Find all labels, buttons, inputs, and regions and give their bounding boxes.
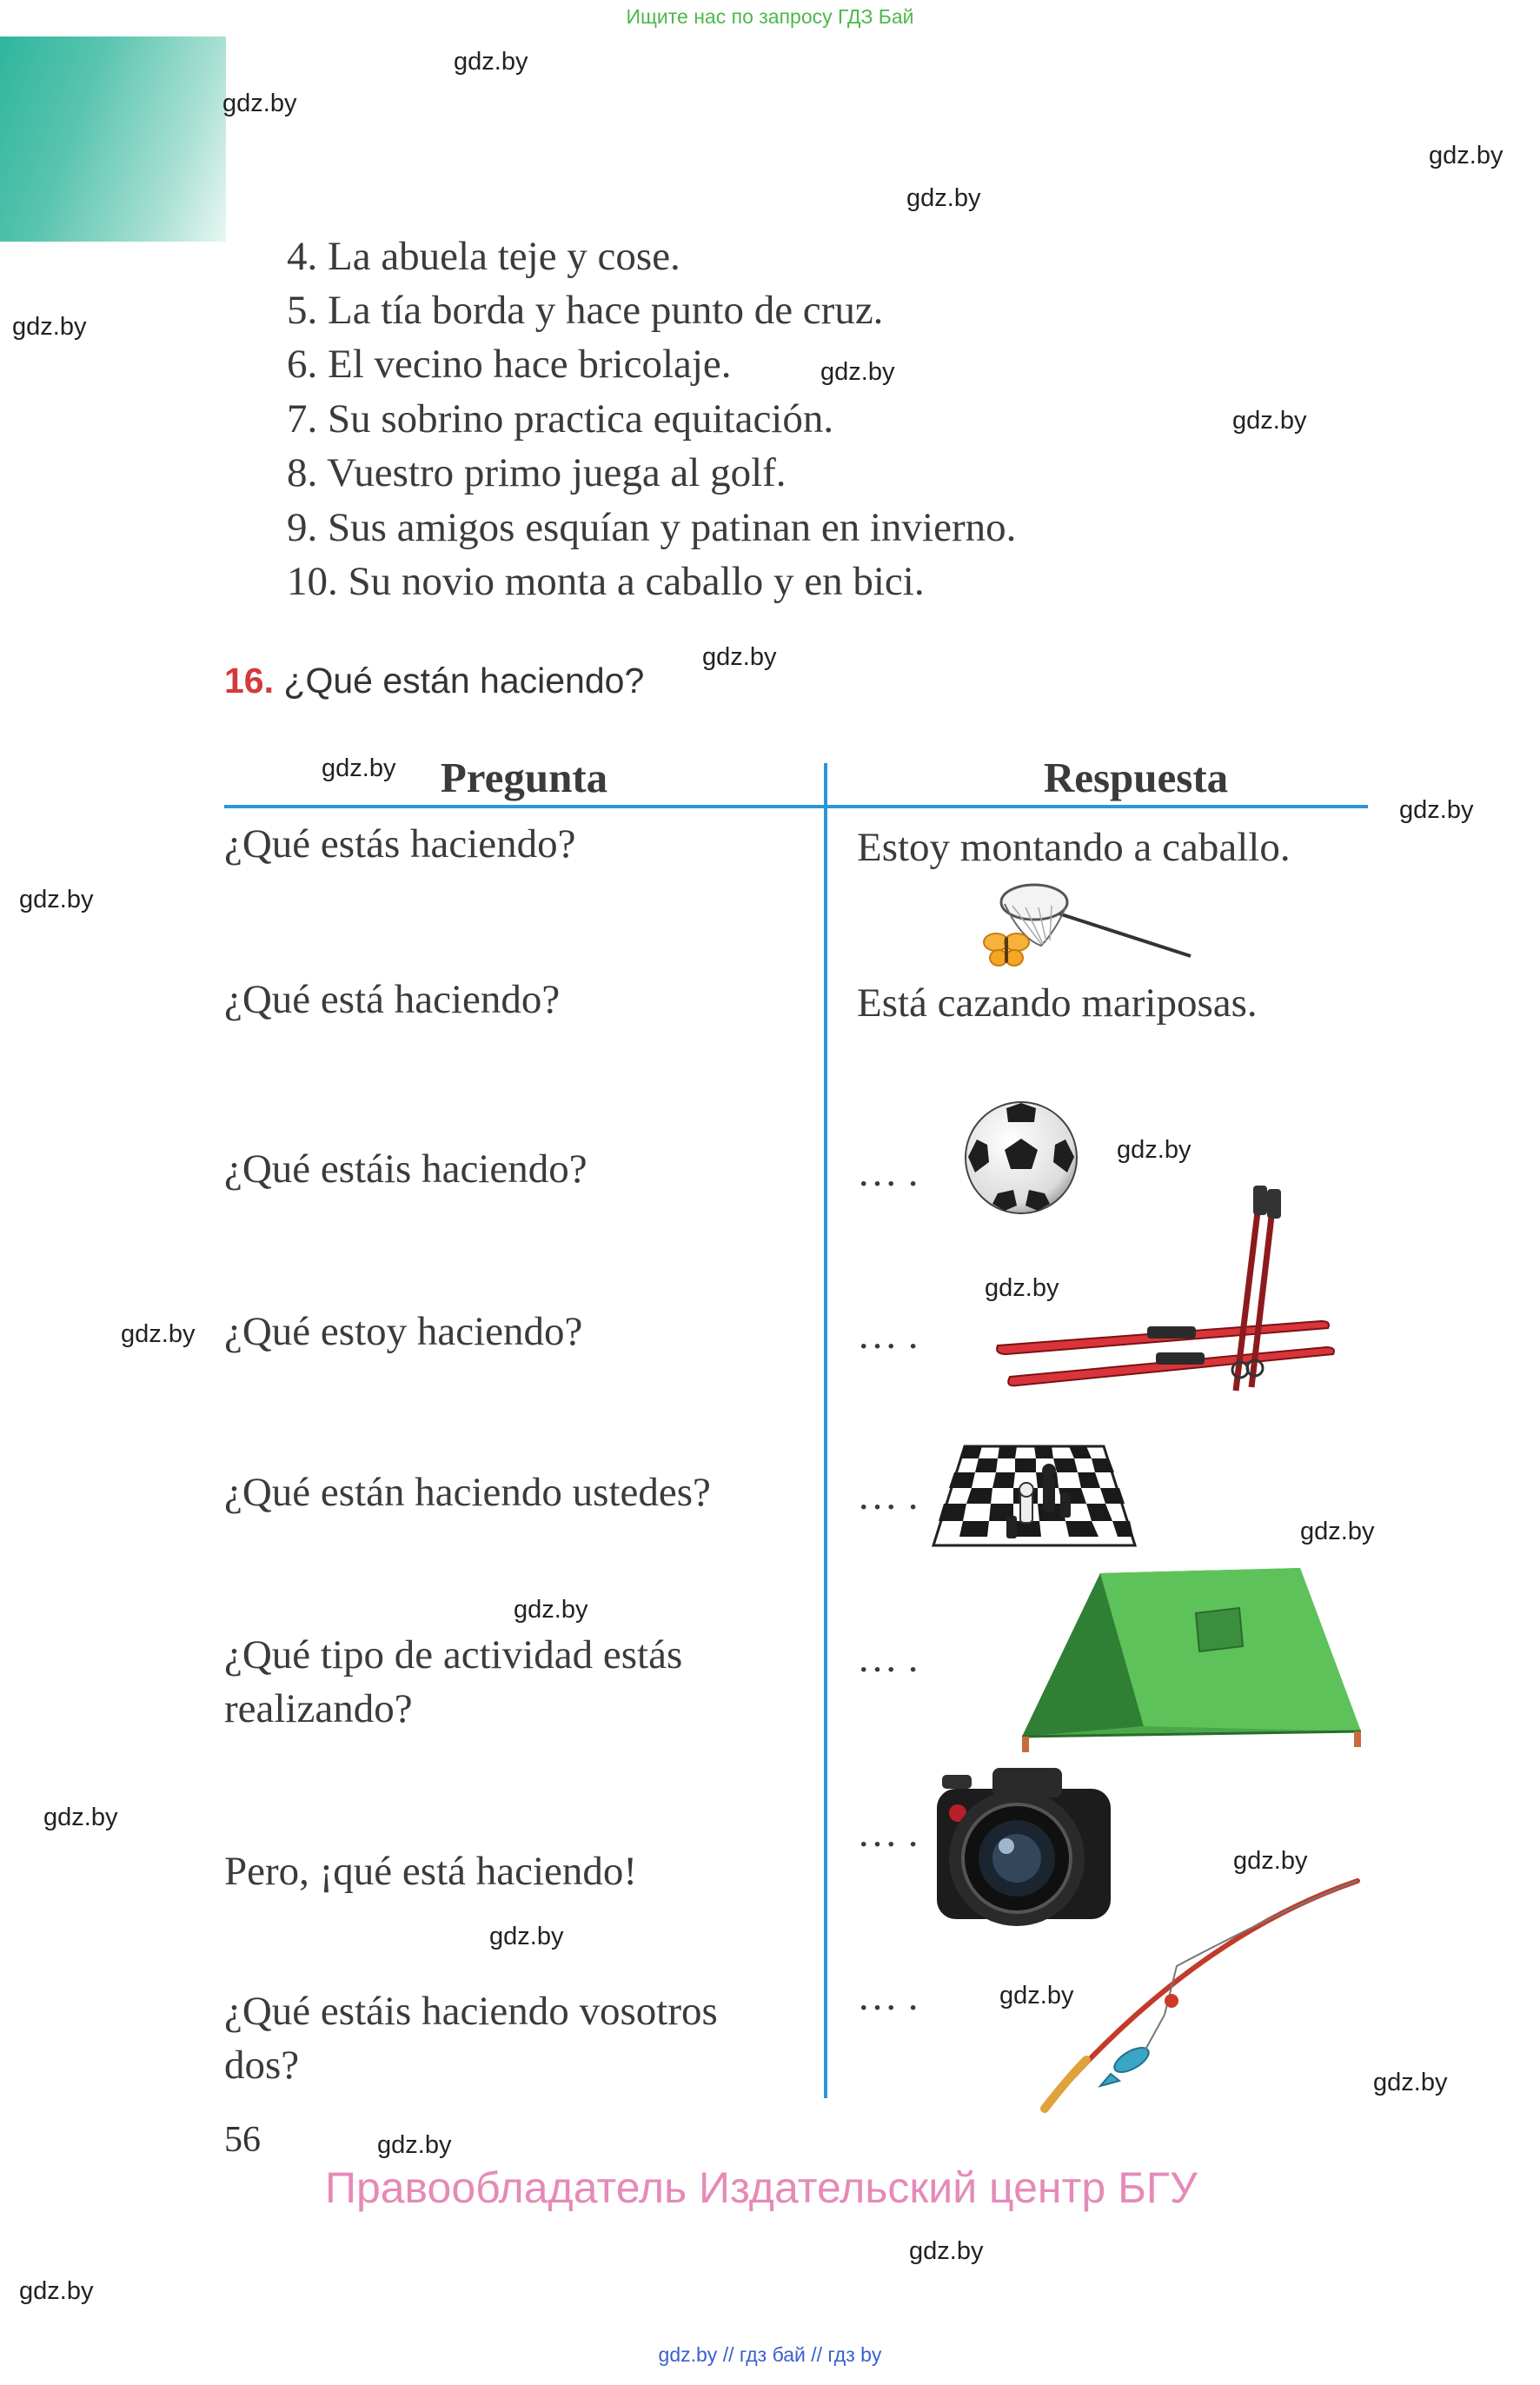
answer-1: Estoy montando a caballo. (857, 825, 1291, 870)
watermark: gdz.by (1232, 407, 1307, 435)
watermark: gdz.by (454, 48, 528, 76)
list-item: 5. La tía borda y hace punto de cruz. (287, 288, 884, 333)
column-divider (824, 763, 827, 2098)
fishing-rod-icon (1034, 1869, 1373, 2119)
watermark: gdz.by (514, 1596, 588, 1624)
header-rule (224, 805, 1368, 808)
answer-7: … . (857, 1810, 919, 1856)
butterfly-net-icon (973, 878, 1208, 991)
list-item: 7. Su sobrino practica equitación. (287, 396, 834, 442)
watermark: gdz.by (1373, 2069, 1448, 2096)
answer-3: … . (857, 1150, 919, 1195)
tent-icon (1013, 1565, 1375, 1757)
watermark: gdz.by (1117, 1136, 1192, 1164)
watermark: gdz.by (909, 2237, 984, 2265)
exercise-number: 16. (224, 661, 274, 701)
list-item: 9. Sus amigos esquían y patinan en invierno. (287, 505, 1017, 550)
copyright-notice: Правообладатель Издательский центр БГУ (325, 2163, 1198, 2212)
corner-decoration (0, 37, 226, 242)
watermark: gdz.by (12, 313, 87, 341)
question-5: ¿Qué están haciendo ustedes? (224, 1470, 711, 1515)
list-item: 4. La abuela teje y cose. (287, 234, 680, 279)
watermark: gdz.by (19, 886, 94, 913)
answer-4: … . (857, 1312, 919, 1358)
watermark: gdz.by (985, 1274, 1059, 1302)
question-2: ¿Qué está haciendo? (224, 977, 561, 1022)
watermark: gdz.by (1300, 1518, 1375, 1545)
bottom-banner[interactable]: gdz.by // гдз бай // гдз by (658, 2343, 882, 2366)
watermark: gdz.by (999, 1982, 1074, 2010)
question-1: ¿Qué estás haciendo? (224, 821, 576, 867)
list-item: 10. Su novio monta a caballo y en bici. (287, 559, 925, 604)
exercise-heading: ¿Qué están haciendo? (283, 661, 645, 701)
question-8: ¿Qué estáis haciendo vosotros dos? (224, 1989, 718, 2088)
question-3: ¿Qué estáis haciendo? (224, 1146, 587, 1192)
list-item: 6. El vecino hace bricolaje. (287, 342, 732, 387)
question-7: Pero, ¡qué está haciendo! (224, 1849, 638, 1894)
question-6: ¿Qué tipo de actividad estás realizando? (224, 1632, 683, 1731)
list-item: 8. Vuestro primo juega al golf. (287, 450, 787, 495)
watermark: gdz.by (222, 90, 297, 117)
question-4: ¿Qué estoy haciendo? (224, 1309, 583, 1354)
watermark: gdz.by (377, 2131, 452, 2159)
exercise-title (224, 661, 644, 701)
watermark: gdz.by (1399, 796, 1474, 824)
chess-board-icon (930, 1441, 1138, 1552)
column-header-respuesta: Respuesta (1043, 754, 1229, 801)
answer-5: … . (857, 1473, 919, 1518)
page-number: 56 (224, 2120, 261, 2160)
watermark: gdz.by (1429, 142, 1503, 169)
watermark: gdz.by (820, 358, 895, 386)
watermark: gdz.by (43, 1804, 118, 1831)
watermark: gdz.by (322, 754, 396, 782)
watermark: gdz.by (19, 2277, 94, 2305)
answer-2: Está cazando mariposas. (857, 980, 1258, 1026)
watermark: gdz.by (702, 643, 777, 671)
answer-6: … . (857, 1636, 919, 1681)
top-banner[interactable]: Ищите нас по запросу ГДЗ Бай (626, 5, 914, 28)
watermark: gdz.by (906, 184, 981, 212)
watermark: gdz.by (1233, 1847, 1308, 1875)
skis-icon (991, 1182, 1338, 1399)
column-header-pregunta: Pregunta (440, 754, 608, 801)
watermark: gdz.by (121, 1320, 196, 1348)
answer-8: … . (857, 1974, 919, 2019)
watermark: gdz.by (489, 1923, 564, 1950)
